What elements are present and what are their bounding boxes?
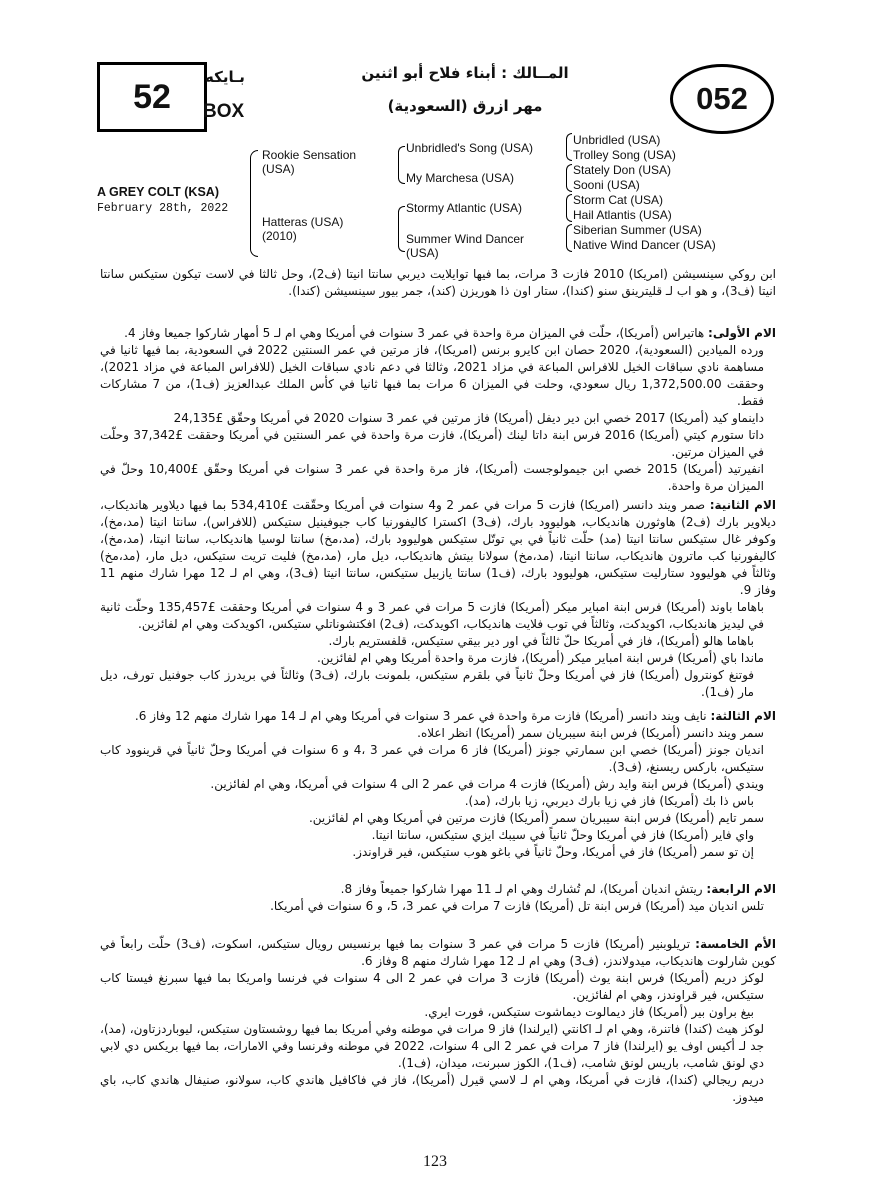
pedigree-brace-2 [398, 146, 405, 184]
box-number: 52 [97, 62, 207, 132]
third-dam-section [100, 708, 776, 861]
dam-sire-dam: Hail Atlantis (USA) [573, 208, 672, 222]
second-dam-produce-3: ماندا باي (أمريكا) فرس ابنة امباير ميكر (أمريكا)، فازت مرة واحدة أمريكا وهي ام لفائزين. [317, 651, 764, 665]
pedigree-brace-5 [566, 164, 572, 192]
fourth-dam-heading [100, 881, 776, 898]
sire-dam-dam: Sooni (USA) [573, 178, 640, 192]
box-label-en: BOX [203, 101, 245, 122]
pedigree-brace-6 [566, 194, 572, 222]
second-dam-heading [100, 497, 776, 599]
sire-dam-sire: Stately Don (USA) [573, 163, 672, 177]
fourth-dam-section [100, 881, 776, 915]
sire-sire: Unbridled's Song (USA) [406, 141, 534, 155]
first-dam-produce-4: انفيرتيد (أمريكا) 2015 خصي ابن جيمولوجست (أمريكا)، فاز مرة واحدة في عمر 3 سنوات في أمريكا وحقّق £10,400 وحلّ في الميزان مرة واحدة. [100, 462, 764, 493]
third-dam-heading [100, 708, 776, 725]
fifth-dam-produce-3: لوكز هيث (كندا) فاتنرة، وهي ام لـ اكانتي (ايرلندا) فاز 9 مرات في موطنه وفي أمريكا بما فيها روشستاون ستيكس، ليوباردزتاون، (مد)، جد لـ أكيس اوف يو (ايرلندا) فاز 7 مرات في عمر 2 الى 4 سنوات، 2022 في موطنه وفرنسا وفي الامارات، بما فيها بريكس دي لابي دي لونق شامب، باريس لونق شامب، (ف1)، الكوز سبرنت، ميدان، (ف1). [100, 1022, 765, 1070]
third-dam-produce-4: باس ذا بك (أمريكا) فاز في زيا بارك ديربي، زيا بارك، (مد). [464, 794, 754, 808]
fifth-dam-heading [100, 936, 776, 970]
first-dam-produce-2: داينماو كيد (أمريكا) 2017 خصي ابن دير ديفل (أمريكا) فاز مرتين في عمر 3 سنوات 2020 في أمريكا وحقّق £24,135 [173, 411, 764, 425]
dam-dam-dam: Native Wind Dancer (USA) [573, 238, 716, 252]
third-dam-intro: نايف ويند دانسر (أمريكا) فازت مرة واحدة في عمر 3 سنوات في أمريكا وهي ام لـ 14 مهرا شارك منهم 12 وفاز 6. [134, 709, 707, 723]
pedigree-brace-7 [566, 224, 572, 252]
owner-line: المــالك : أبناء فلاح أبو اثنين [361, 64, 569, 82]
first-dam-section [100, 325, 776, 495]
second-dam-produce-2: باهاما هالو (أمريكا)، فاز في أمريكا حلّ ثالثاً في اور دير بيقي ستيكس، قلفستريم بارك. [328, 634, 754, 648]
fourth-dam-intro: ريتش انديان أمريكا)، لم تُشارك وهي ام لـ 11 مهرا شاركوا جميعاً وفاز 8. [340, 882, 703, 896]
page-number: 123 [423, 1153, 447, 1170]
first-dam-produce-3: داتا ستورم كيتي (أمريكا) 2016 فرس ابنة داتا لينك (أمريكا)، فازت مرة واحدة في عمر السنتين في أمريكا وحققت £37,342 وحلّت في الميزان مرتين. [100, 428, 764, 459]
third-dam-produce-3: ويندي (أمريكا) فرس ابنة وايد رش (أمريكا) فازت 4 مرات في عمر 2 الى 4 سنوات في أمريكا، وهي ام لفائزين. [210, 777, 764, 791]
first-dam-heading [100, 325, 776, 342]
pedigree-brace-1 [250, 150, 258, 257]
third-dam-produce-6: واي فاير (أمريكا) فاز في أمريكا وحلّ ثانياً في سيبك ايزي ستيكس، سانتا انيتا. [371, 828, 754, 842]
fifth-dam-produce-4: دريم ريجالي (كندا)، فازت في أمريكا، وهي ام لـ لاسي قيرل (أمريكا)، فاز في فاكافيل هاندي كاب، سولانو، صنيفال هاندي كاب، باي ميدوز. [100, 1073, 764, 1104]
horse-title: A GREY COLT (KSA) [97, 185, 219, 199]
fifth-dam-section [100, 936, 776, 1106]
dam-dam: Summer Wind Dancer (USA) [406, 232, 525, 260]
sire-sire-sire: Unbridled (USA) [573, 133, 661, 147]
third-dam-title: الام الثالثة: [710, 709, 776, 723]
second-dam-produce-4: فوتنغ كونترول (أمريكا) فاز في أمريكا وحلّ ثانياً في بلقرم ستيكس، بلمونت بارك، (ف3) وثالثاً في بريدرز كاب جوفنيل تورف، ديل مار (ف1). [100, 668, 755, 699]
second-dam-intro: صمر ويند دانسر (امريكا) فازت 5 مرات في عمر 2 و4 سنوات في أمريكا وحقّقت £534,410 بما فيها ديلاوير هانديكاب، ديلاوير بارك (ف2) هاوثورن هانديكاب، هوليوود بارك، (ف3) اكسترا كاليفورنيا كاب جيوفينيل ستيكس (للافراس)، سانتا انيتا (مد،مخ)، وكوفر غال ستيكس سانتا انيتا (مد) حلّت ثانياً في بي توتّل ستيكس هوليوود بارك، (مد،مخ) سانتا لوسيا هانديكاب، سانتا انيتا، (مد،مخ)، كاليفورنيا كب ماترون هانديكاب، سانتا انيتا، (مد،مخ) سولانا بيتش هانديكاب، ديل مار، (مد،مخ) فليت تريت ستيكس، ديل مار، (مد،مخ) وثالثاً في هوليوود ستارليت ستيكس، هوليوود بارك، (ف1) سانتا يازبيل ستيكس، سانتا انيتا (ف3)، وهي ام لـ 12 مهرا شارك منهم 11 وفاز 9. [100, 498, 776, 597]
third-dam-produce-7: إن تو سمر (أمريكا) فاز في أمريكا، وحلّ ثانياً في باغو هوب ستيكس، فير قراوندز. [352, 845, 754, 859]
third-dam-produce-1: سمر ويند دانسر (أمريكا) فرس ابنة سيبريان سمر (أمريكا) انظر اعلاه. [417, 726, 764, 740]
dam: Hatteras (USA) (2010) [262, 215, 344, 243]
second-dam-produce-1: باهاما باوند (أمريكا) فرس ابنة امباير ميكر (أمريكا) فازت 5 مرات في عمر 3 و 4 سنوات في أمريكا وحققت £135,457 وحلّت ثانية في ليديز هانديكاب، اكويدكت، وثالثاً في توب فلايت هانديكاب، اكويدكت، (ف2) افكتشوناتلي ستيكس، اكويدكت وهي ام لفائزين. [100, 600, 764, 631]
dam-sire-sire: Storm Cat (USA) [573, 193, 664, 207]
pedigree-brace-3 [398, 206, 405, 252]
second-dam-title: الام الثانية: [709, 498, 776, 512]
fifth-dam-intro: تريلوبنير (أمريكا) فازت 5 مرات في عمر 3 سنوات بما فيها برنسيس رويال ستيكس، اسكوت، (ف3) حلّت رابعاً في كوين شارلوت هانديكاب، ميدولاندز، (ف3) وهي ام لـ 12 مهرا شارك منهم 8 وفاز 6. [100, 937, 776, 968]
dam-sire: Stormy Atlantic (USA) [406, 201, 523, 215]
sire-dam: My Marchesa (USA) [406, 171, 515, 185]
foaling-date: February 28th, 2022 [97, 202, 229, 215]
dam-dam-sire: Siberian Summer (USA) [573, 223, 702, 237]
second-dam-section [100, 497, 776, 701]
sire: Rookie Sensation (USA) [262, 148, 357, 176]
fifth-dam-produce-2: بيغ براون بير (أمريكا) فاز ديمالوت ديماشوت ستيكس، فورت ايري. [424, 1005, 754, 1019]
lot-number: 052 [670, 64, 774, 134]
third-dam-produce-5: سمر تايم (أمريكا) فرس ابنة سيبريان سمر (أمريكا) فازت مرتين في أمريكا وهي ام لفائزين. [308, 811, 764, 825]
sire-sire-dam: Trolley Song (USA) [573, 148, 676, 162]
third-dam-produce-2: انديان جونز (أمريكا) خصي ابن سمارتي جونز (أمريكا) فاز 6 مرات في عمر 3 ،4 و 6 سنوات في أمريكا وحلّ ثانياً في قرينوود كاب ستيكس، باركس ريسنغ، (ف3). [100, 743, 764, 774]
box-label-ar: بـايكه [205, 68, 245, 86]
pedigree-brace-4 [566, 133, 572, 161]
first-dam-produce-1: ورده الميادين (السعودية)، 2020 حصان ابن كايرو برنس (امريكا)، فاز مرتين في عمر السنتين 2022 في السعودية، بما فيها ثانيا في مساهمة نادي سباقات الخيل للافراس المباعة في مزاد 2021، وثالثا في دعم نادي سباقات الخيل (للافراس المباعة في مزاد 2021)، وحققت 1,372,500.00 ريال سعودي، وحلت في الميزان 6 مرات بما فيها ثانيا في كأس الملك عبدالعزيز (ف1)، من 7 مشاركات فقط. [100, 343, 765, 408]
sire-paragraph: ابن روكي سينسيشن (امريكا) 2010 فازت 3 مرات، بما فيها توايلايت ديربي سانتا انيتا (ف2)، وحل ثالثا في لاست تيكون ستيكس سانتا انيتا (ف3)، و هو اب لـ قليترينق سنو (كندا)، ستار اون ذا هوريزن (كند)، جمر بيور سينسيشن (كندا). [100, 267, 776, 298]
fifth-dam-title: الأم الخامسة: [695, 937, 776, 951]
fourth-dam-title: الام الرابعة: [706, 882, 776, 896]
fifth-dam-produce-1: لوكز دريم (أمريكا) فرس ابنة يوث (أمريكا) فازت 3 مرات في عمر 2 الى 4 سنوات في فرنسا وامريكا بما فيها سبرنغ فيستا كاب ستيكس، فير قراوندز، وهي ام لفائزين. [100, 971, 764, 1002]
horse-name-ar: مهر ازرق (السعودية) [387, 97, 543, 115]
first-dam-title: الام الأولى: [708, 326, 776, 340]
fourth-dam-produce-1: تلس انديان ميد (أمريكا) فرس ابنة تل (أمريكا) فازت 7 مرات في عمر 3، 5، و 6 سنوات في أمريكا. [270, 899, 764, 913]
first-dam-intro: هاتيراس (أمريكا)، حلّت في الميزان مرة واحدة في عمر 3 سنوات في أمريكا وهي ام لـ 5 أمهار شاركوا جميعا وفاز 4. [124, 326, 705, 340]
